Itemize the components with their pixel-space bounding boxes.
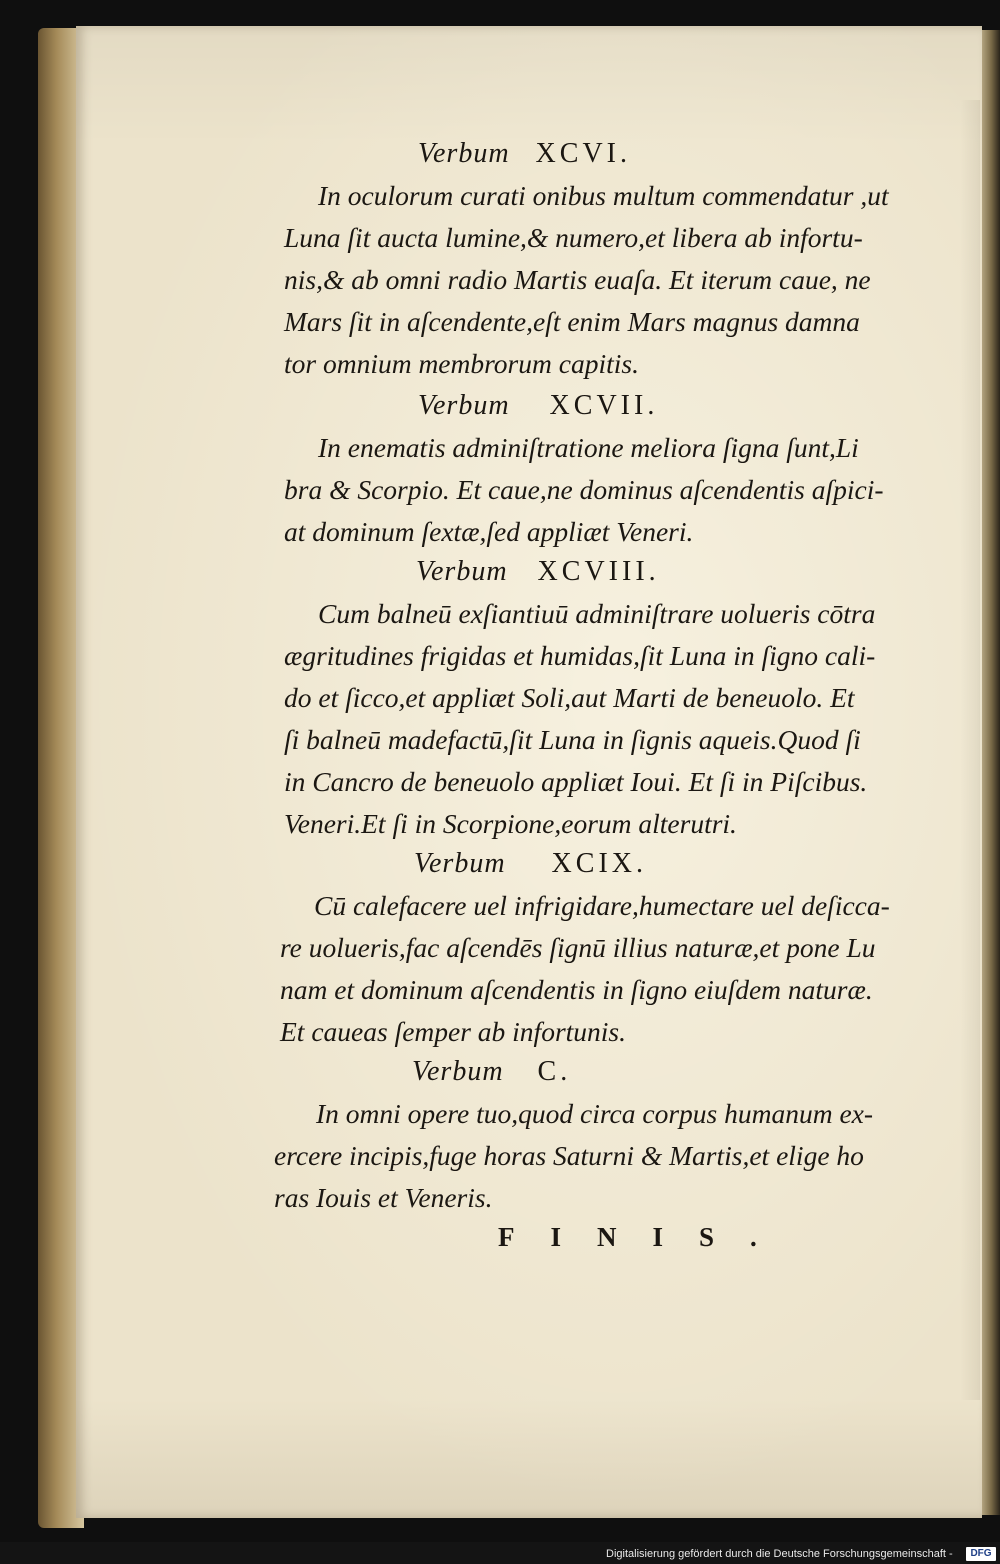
text-line: In enematis adminiſtratione meliora ſigna ſunt,Li bbox=[318, 432, 859, 463]
text-line: ſi balneū madefactū,ſit Luna in ſignis aqueis.Quod ſi bbox=[284, 724, 861, 755]
heading-numeral: C. bbox=[537, 1056, 572, 1087]
text-line: Veneri.Et ſi in Scorpione,eorum alterutri. bbox=[284, 808, 737, 839]
text-line: at dominum ſextæ,ſed appliæt Veneri. bbox=[284, 516, 694, 547]
heading-numeral: XCIX. bbox=[551, 848, 647, 879]
section-heading bbox=[416, 556, 660, 588]
text-line: Et caueas ſemper ab infortunis. bbox=[280, 1016, 627, 1047]
section-heading bbox=[412, 1056, 571, 1088]
text-line: In oculorum curati onibus multum commendatur ,ut bbox=[318, 180, 889, 211]
digitization-credit: Digitalisierung gefördert durch die Deutsche Forschungsgemeinschaft - bbox=[606, 1548, 953, 1560]
heading-numeral: XCVII. bbox=[549, 390, 659, 421]
text-line: Cū calefacere uel infrigidare,humectare uel deſicca- bbox=[314, 890, 890, 921]
heading-numeral: XCVI. bbox=[535, 138, 631, 169]
heading-numeral: XCVIII. bbox=[537, 556, 660, 587]
text-line: do et ſicco,et appliæt Soli,aut Marti de beneuolo. Et bbox=[284, 682, 855, 713]
text-line: nis,& ab omni radio Martis euaſa. Et iterum caue, ne bbox=[284, 264, 871, 295]
text-line: ercere incipis,fuge horas Saturni & Martis,et elige ho bbox=[274, 1140, 864, 1171]
section-heading bbox=[418, 390, 658, 422]
section-heading bbox=[418, 138, 631, 170]
text-line: In omni opere tuo,quod circa corpus humanum ex- bbox=[316, 1098, 874, 1129]
text-line: nam et dominum aſcendentis in ſigno eiuſdem naturæ. bbox=[280, 974, 873, 1005]
heading-word: Verbum bbox=[418, 390, 510, 421]
heading-word: Verbum bbox=[412, 1056, 504, 1087]
text-line: tor omnium membrorum capitis. bbox=[284, 348, 639, 379]
heading-word: Verbum bbox=[414, 848, 506, 879]
heading-word: Verbum bbox=[416, 556, 508, 587]
text-line: Cum balneū exſiantiuū adminiſtrare uolueris cōtra bbox=[318, 598, 876, 629]
dfg-logo: DFG bbox=[966, 1547, 996, 1561]
text-line: ægritudines frigidas et humidas,ſit Luna in ſigno cali- bbox=[284, 640, 876, 671]
page-bleed-through bbox=[960, 100, 980, 1400]
text-line: re uolueris,fac aſcendēs ſignū illius naturæ,et pone Lu bbox=[280, 932, 876, 963]
heading-word: Verbum bbox=[418, 138, 510, 169]
text-line: Mars ſit in aſcendente,eſt enim Mars magnus damna bbox=[284, 306, 860, 337]
text-line: bra & Scorpio. Et caue,ne dominus aſcendentis aſpici- bbox=[284, 474, 884, 505]
section-heading bbox=[414, 848, 647, 880]
finis-colophon: FINIS. bbox=[498, 1222, 793, 1252]
text-line: ras Iouis et Veneris. bbox=[274, 1182, 493, 1213]
text-line: Luna ſit aucta lumine,& numero,et libera ab infortu- bbox=[284, 222, 863, 253]
text-line: in Cancro de beneuolo appliæt Ioui. Et ſi in Piſcibus. bbox=[284, 766, 868, 797]
